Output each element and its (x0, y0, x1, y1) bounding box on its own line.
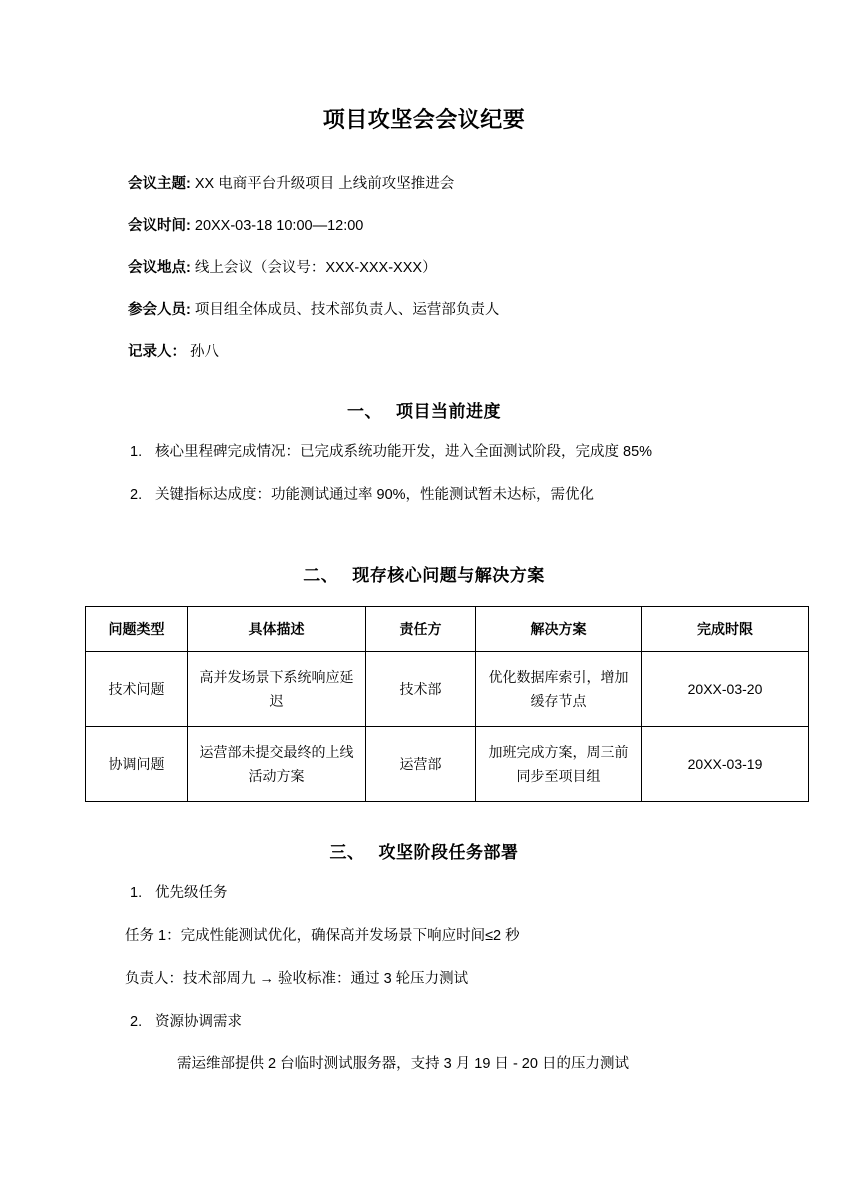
table-cell-type: 技术问题 (86, 652, 188, 727)
table-header-cell-description: 具体描述 (188, 607, 366, 652)
table-cell-type: 协调问题 (86, 727, 188, 802)
section-heading-three (85, 804, 763, 883)
info-value-recorder: 孙八 (190, 343, 220, 360)
info-value-time: 20XX-03-18 10:00—12:00 (194, 217, 364, 234)
page-title: 项目攻坚会会议纪要 (322, 107, 526, 132)
list-item-number: 1. (130, 885, 143, 902)
table-header-cell-type: 问题类型 (86, 607, 188, 652)
section-three-block (85, 802, 763, 1076)
table-header-cell-owner: 责任方 (366, 607, 476, 652)
section-two-title: 现存核心问题与解决方案 (352, 566, 545, 586)
section-one-title: 项目当前进度 (396, 401, 501, 421)
table-cell-description: 高并发场景下系统响应延迟 (188, 652, 366, 727)
table-cell-description: 运营部未提交最终的上线活动方案 (188, 727, 366, 802)
table-cell-owner: 技术部 (366, 652, 476, 727)
info-line-location (128, 258, 763, 279)
list-item-text: 关键指标达成度：功能测试通过率 90%，性能测试暂未达标，需优化 (155, 486, 595, 503)
section-three-title: 攻坚阶段任务部署 (378, 843, 519, 863)
info-value-subject: XX 电商平台升级项目 上线前攻坚推进会 (194, 175, 455, 192)
list-item-text: 资源协调需求 (155, 1013, 242, 1030)
table-body (86, 652, 809, 802)
issues-table (85, 606, 809, 802)
info-value-attendees: 项目组全体成员、技术部负责人、运营部负责人 (194, 301, 500, 318)
info-line-attendees (128, 300, 763, 321)
table-cell-due: 20XX-03-20 (642, 652, 809, 727)
table-header-cell-due: 完成时限 (642, 607, 809, 652)
list-item-number: 2. (130, 1013, 143, 1030)
table-header (86, 607, 809, 652)
list-item-text: 核心里程碑完成情况：已完成系统功能开发，进入全面测试阶段，完成度 85% (155, 443, 653, 460)
section-heading-two (85, 527, 763, 606)
info-label-location: 会议地点: (128, 259, 191, 276)
resource-line: 需运维部提供 2 台临时测试服务器，支持 3 月 19 日 - 20 日的压力测试 (177, 1056, 629, 1073)
list-item-text: 优先级任务 (155, 885, 228, 902)
info-label-subject: 会议主题: (128, 175, 191, 192)
info-label-attendees: 参会人员: (128, 301, 191, 318)
list-item (85, 883, 763, 905)
meeting-info-block (85, 174, 763, 363)
info-label-time: 会议时间: (128, 217, 191, 234)
task-line: 任务 1：完成性能测试优化，确保高并发场景下响应时间≤2 秒 (125, 928, 520, 945)
section-two-number: 二、 (303, 566, 339, 586)
section-heading-one (85, 363, 763, 442)
list-item (85, 1012, 763, 1034)
info-line-subject (128, 174, 763, 195)
table-row (86, 727, 809, 802)
section-three-number: 三、 (329, 843, 365, 863)
list-item (85, 442, 763, 464)
table-header-row (86, 607, 809, 652)
table-cell-solution: 优化数据库索引，增加缓存节点 (476, 652, 642, 727)
info-line-recorder (128, 342, 763, 363)
owner-line: 负责人：技术部周九 → 验收标准：通过 3 轮压力测试 (125, 970, 469, 987)
table-cell-solution: 加班完成方案，周三前同步至项目组 (476, 727, 642, 802)
info-line-time (128, 216, 763, 237)
section-one-number: 一、 (347, 401, 382, 421)
list-item-number: 1. (130, 443, 143, 460)
table-header-cell-solution: 解决方案 (476, 607, 642, 652)
info-label-recorder: 记录人： (128, 343, 186, 360)
table-row (86, 652, 809, 727)
table-cell-due: 20XX-03-19 (642, 727, 809, 802)
info-value-location: 线上会议（会议号：XXX-XXX-XXX） (194, 259, 437, 276)
list-item (85, 485, 763, 507)
table-cell-owner: 运营部 (366, 727, 476, 802)
list-item-number: 2. (130, 486, 143, 503)
